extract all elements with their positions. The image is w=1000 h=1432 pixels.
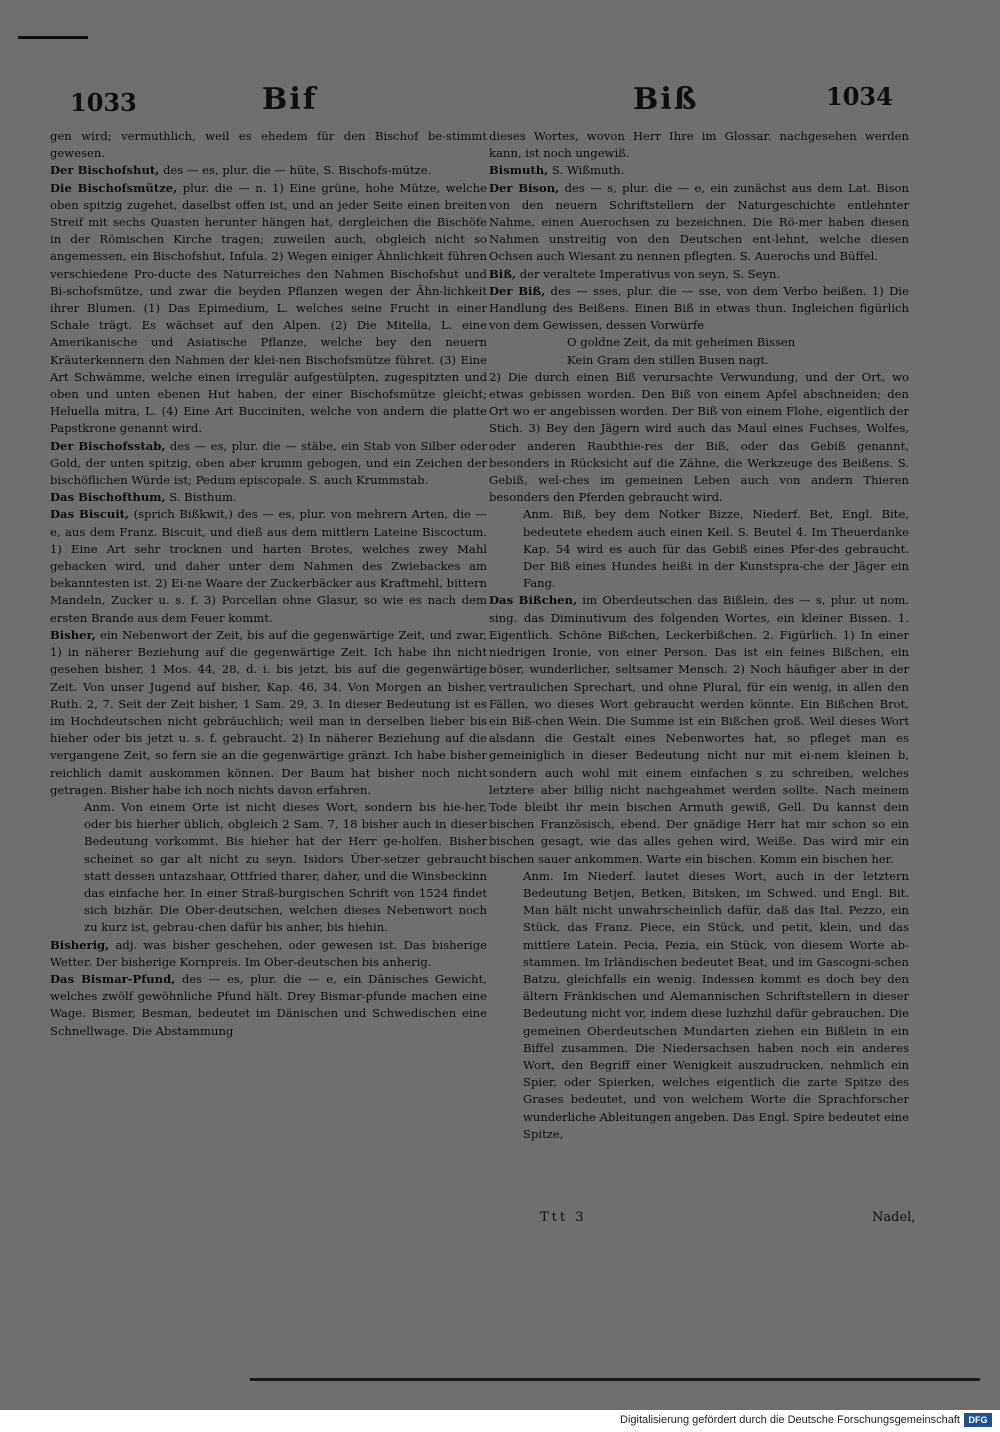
dictionary-entry <box>489 352 909 369</box>
dictionary-entry <box>489 128 909 162</box>
page-number-left: 1033 <box>70 88 137 117</box>
entry-lemma: Die Bischofsmütze, <box>50 180 178 195</box>
entry-lemma: Biß, <box>489 266 517 281</box>
dictionary-entry <box>489 266 909 283</box>
entry-lemma: Bisher, <box>50 627 96 642</box>
entry-text: ein Nebenwort der Zeit, bis auf die gegenwärtige Zeit, und zwar, 1) in näherer Beziehung auf die gegenwärtige Zeit. Ich habe ihn nicht gesehen bisher, 1 Mos. 44, 28, d. i. bis jetzt, bis auf die gegenwärtige Zeit. Von unser Jugend auf bisher, Kap. 46, 34. Von Morgen an bisher, Ruth. 2, 7. Seit der Zeit bisher, 1 Sam. 29, 3. In dieser Bedeutung ist es im Hochdeutschen nicht gebräuchlich; weil man in derselben lieber bis hieher oder bis jetzt u. s. f. gebraucht. 2) In näherer Beziehung auf die vergangene Zeit, so fern sie an die gegenwärtige gränzt. Ich habe bisher reichlich damit auskommen können. Der Baum hat bisher noch nicht getragen. Bisher habe ich noch nichts davon erfahren. <box>50 627 487 797</box>
dictionary-entry <box>50 506 487 626</box>
entry-text: des — es, plur. die — e, ein Dänisches Gewicht, welches zwölf gewöhnliche Pfund hält. Drey Bismar-pfunde machen eine Wage. Bismer, Besman, bedeutet im Dänischen und Schwedischen eine Schnellwage. Die Abstammung <box>50 971 487 1038</box>
entry-lemma: Bisherig, <box>50 937 110 952</box>
entry-text: adj. was bisher geschehen, oder gewesen ist. Das bisherige Wetter. Der bisherige Kornpreis. Im Ober-deutschen bis anherig. <box>50 937 487 969</box>
entry-lemma: Das Biscuit, <box>50 507 130 522</box>
entry-text: S. Wißmuth. <box>548 163 625 178</box>
entry-text: 2) Die durch einen Biß verursachte Verwundung, und der Ort, wo etwas gebissen worden. Den Biß von einem Apfel abschneiden; den Ort wo er angebissen worden. Der Biß von einem Flohe, eigentlich der Stich. 3) Bey den Jägern wird auch das Maul eines Fuchses, Wolfes, oder anderen Raubthie-res der Biß, oder das Gebiß genannt, besonders in Rücksicht auf die Zähne, die Werkzeuge des Beißens. S. Gebiß, wel-ches im gemeinen Leben auch von andern Thieren besonders den Pferden gebraucht wird. <box>489 369 909 505</box>
entry-text: O goldne Zeit, da mit geheimen Bissen <box>567 335 796 350</box>
page-number-right: 1034 <box>826 82 893 111</box>
entry-lemma: Der Bischofsstab, <box>50 438 166 453</box>
entry-text: S. Bisthum. <box>165 490 237 505</box>
running-head-left: Bif <box>262 82 318 117</box>
entry-text: Anm. Von einem Orte ist nicht dieses Wort, sondern bis hie-her, oder bis hierher üblich, obgleich 2 Sam. 7, 18 bisher auch in dieser Bedeutung vorkommt. Bis hieher hat der Herr ge-holfen. Bisher scheinet so gar alt nicht zu seyn. Isidors Über-setzer gebraucht statt dessen untazshaar, Ottfried tharer, daher, und die Winsbeckinn das einfache her. In einer Straß-burgischen Schrift von 1524 findet sich bizhär. Die Ober-deutschen, welchen dieses Nebenwort noch zu kurz ist, gebrau-chen dafür bis anher, bis hiehin. <box>84 799 487 935</box>
entry-lemma: Das Bismar-Pfund, <box>50 971 176 986</box>
right-column <box>489 128 909 1143</box>
dictionary-entry <box>489 283 909 335</box>
dfg-logo[interactable]: DFG <box>964 1413 992 1427</box>
entry-text: des — s, plur. die — e, ein zunächst aus dem Lat. Bison von den neuern Schriftstellern der Naturgeschichte entlehnter Nahme, einen Auerochsen zu bezeichnen. Die Rö-mer haben diesen Nahmen unstreitig von den Deutschen ent-lehnt, welche diesen Ochsen auch Wiesant zu nennen pflegten. S. Auerochs und Büffel. <box>489 180 909 264</box>
entry-lemma: Der Bischofshut, <box>50 163 160 178</box>
entry-lemma: Bismuth, <box>489 163 549 178</box>
entry-lemma: Der Biß, <box>489 283 546 298</box>
dictionary-entry <box>489 369 909 507</box>
entry-text: Kein Gram den stillen Busen nagt. <box>567 352 769 367</box>
signature-mark: Ttt 3 <box>540 1210 587 1225</box>
entry-lemma: Der Bison, <box>489 180 560 195</box>
dictionary-entry <box>50 438 487 490</box>
dictionary-entry <box>50 180 487 438</box>
entry-text: gen wird; vermuthlich, weil es ehedem für den Bischof be-stimmt gewesen. <box>50 129 487 161</box>
dictionary-entry <box>50 937 487 971</box>
entry-text: der veraltete Imperativus von seyn, S. Seyn. <box>516 266 781 281</box>
footer-bar <box>0 1410 1000 1432</box>
dictionary-entry <box>489 592 909 867</box>
dictionary-entry <box>50 162 487 179</box>
entry-text: des — es, plur. die — stäbe, ein Stab von Silber oder Gold, der unten spitzig, oben aber krumm gebogen, und ein Zeichen der bischöflichen Würde ist; Pedum episcopale. S. auch Krummstab. <box>50 438 487 488</box>
entry-text: im Oberdeutschen das Bißlein, des — s, plur. ut nom. sing. das Diminutivum des folgenden Wortes, ein kleiner Bissen. 1. Eigentlich. Schöne Bißchen, Leckerbißchen. 2. Figürlich. 1) In einer niedrigen Ironie, von einer Person. Das ist ein feines Bißchen, ein böser, wunderlicher, seltsamer Mensch. 2) Noch häufiger aber in der vertraulichen Sprechart, und ohne Plural, für ein wenig, in allen den Fällen, wo dieses Wort gebraucht werden könnte. Ein Bißchen Brot, ein Biß-chen Wein. Die Summe ist ein Bißchen groß. Weil dieses Wort alsdann die Gestalt eines Nebenwortes hat, so pfleget man es gemeiniglich in dieser Bedeutung nicht nur mit ei-nem kleinen b, sondern auch wohl mit einem einfachen s zu schreiben, welches letztere aber billig nicht nachgeahmet werden sollte. Nach meinem Tode bleibt ihr mein bischen Armuth gewiß, Gell. Du kannst dein bischen Französisch, ebend. Der gnädige Herr hat mir schon so ein bischen gesagt, wie das alles gehen wird, Weiße. Das wird mir ein bischen sauer ankommen. Warte ein bischen. Komm ein bischen her. <box>489 593 909 866</box>
dictionary-entry <box>489 334 909 351</box>
dictionary-entry <box>50 971 487 1040</box>
dictionary-entry <box>50 489 487 506</box>
running-head-right: Biß <box>633 82 699 117</box>
entry-lemma: Das Bißchen, <box>489 593 578 608</box>
entry-text: Anm. Biß, bey dem Notker Bizze, Niederf. Bet, Engl. Bite, bedeutete ehedem auch einen Keil. S. Beutel 4. Im Theuerdanke Kap. 54 wird es auch für das Gebiß eines Pfer-des gebraucht. Der Biß eines Hundes heißt in der Kunstspra-che der Jäger ein Fang. <box>523 507 909 591</box>
page-edge-mark <box>18 36 88 39</box>
entry-lemma: Das Bischofthum, <box>50 490 166 505</box>
entry-text: des — sses, plur. die — sse, von dem Verbo beißen. 1) Die Handlung des Beißens. Einen Biß in etwas thun. Ingleichen figürlich von dem Gewissen, dessen Vorwürfe <box>489 283 909 333</box>
dictionary-entry <box>50 627 487 799</box>
entry-text: plur. die — n. 1) Eine grüne, hohe Mütze, welche oben spitzig zugehet, daselbst offen ist, und an jeder Seite einen breiten Streif mit sechs Quasten herunter hängen hat, dergleichen die Bischöfe in der Römischen Kirche tragen; zuweilen auch, obgleich nicht so angemessen, ein Bischofshut, Infula. 2) Wegen einiger Ähnlichkeit führen verschiedene Pro-ducte des Naturreiches den Nahmen Bischofshut und Bi-schofsmütze, und zwar die beyden Pflanzen wegen der Ähn-lichkeit ihrer Blumen. (1) Das Epimedium, L. welches seine Frucht in einer Schale trägt. Es wächset auf den Alpen. (2) Die Mitella, L. eine Amerikanische und Asiatische Pflanze, welche bey den neuern Kräuterkennern den Nahmen der klei-nen Bischofsmütze führet. (3) Eine Art Schwämme, welche einen irregulär aufgestülpten, zugespitzten und oben und unten ebenen Hut haben, der einer Bischofsmütze gleicht; Heluella mitra, L. (4) Eine Art Bucciniten, welche von andern die platte Papstkrone genannt wird. <box>50 180 487 436</box>
dictionary-entry <box>489 868 909 1143</box>
dictionary-entry <box>489 506 909 592</box>
dictionary-entry <box>489 162 909 179</box>
funding-note: Digitalisierung gefördert durch die Deutsche Forschungsgemeinschaft <box>620 1414 960 1426</box>
dictionary-entry <box>50 799 487 937</box>
dictionary-entry <box>50 128 487 162</box>
page-edge-mark-bottom <box>250 1378 980 1381</box>
entry-text: dieses Wortes, wovon Herr Ihre im Glossar. nachgesehen werden kann, ist noch ungewiß. <box>489 129 909 161</box>
left-column <box>50 128 487 1040</box>
entry-text: des — es, plur. die — hüte, S. Bischofs-mütze. <box>159 163 432 178</box>
entry-text: (sprich Bißkwit,) des — es, plur. von mehrern Arten, die — e, aus dem Franz. Biscuit, und dieß aus dem mittlern Lateine Biscoctum. 1) Eine Art sehr trocknen und harten Brotes, welches zwey Mahl gebacken wird, und daher unter dem Nahmen des Zwiebackes am bekanntesten ist. 2) Ei-ne Waare der Zuckerbäcker aus Kraftmehl, bittern Mandeln, Zucker u. s. f. 3) Porcellan ohne Glasur, so wie es nach dem ersten Brande aus dem Feuer kommt. <box>50 507 487 625</box>
entry-text: Anm. Im Niederf. lautet dieses Wort, auch in der letztern Bedeutung Betjen, Betken, Bitsken, im Schwed. und Engl. Bit. Man hält nicht unwahrscheinlich dafür, daß das Ital. Pezzo, ein Stück, das Franz. Piece, ein Stück, und petit, klein, und das mittlere Latein. Pecia, Pezia, ein Stück, von diesem Worte ab-stammen. Im Irländischen bedeutet Beat, und im Gascogni-schen Batzu, gleichfalls ein wenig. Indessen kommt es doch bey den ältern Fränkischen und Alemannischen Schriftstellern in dieser Bedeutung nicht vor, indem diese luzhzhil dafür gebrauchen. Die gemeinen Oberdeutschen Mundarten ziehen ein Bißlein in ein Biffel zusammen. Die Niedersachsen haben noch ein anderes Wort, den Begriff einer Wenigkeit auszudrucken, nehmlich ein Spier, oder Spierken, welches eigentlich die zarte Spitze des Grases bedeutet, und von welchem Worte die Sprachforscher wunderliche Ableitungen angeben. Das Engl. Spire bedeutet eine Spitze, <box>523 868 909 1141</box>
catchword: Nadel, <box>872 1210 916 1225</box>
page-header <box>0 82 1000 122</box>
dictionary-entry <box>489 180 909 266</box>
